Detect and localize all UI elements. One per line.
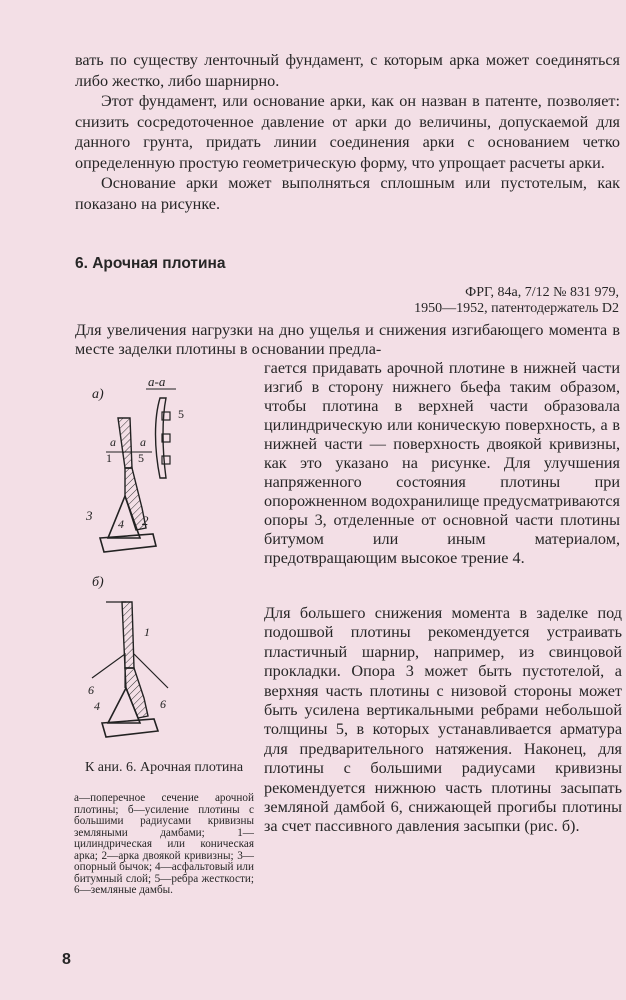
intro-paragraph-2: Этот фундамент, или основание арки, как он назван в патенте, позволяет: снизить сосредоточенное давление от арки до величины, допускаемой для данного грунта, придать линии соединения арки с основанием четко определенную простую геометрическую форму, что упрощает расчеты арки. xyxy=(75,92,620,172)
number-5-section: 5 xyxy=(178,407,184,421)
base-b xyxy=(102,719,158,737)
page-number: 8 xyxy=(62,951,71,968)
body-lead-text: Для увеличения нагрузки на дно ущелья и снижения изгибающего момента в месте заделки плотины в основании предла- xyxy=(75,321,620,358)
base-a xyxy=(100,534,156,552)
figure-label-b: б) xyxy=(92,575,104,590)
number-6-b-left: 6 xyxy=(88,683,94,697)
body-paragraph-2: Для большего снижения момента в заделке под подошвой плотины рекомендуется устраивать пластичный шарнир, например, из свинцовой прокладки. Опора 3 может быть пустотелой, а верхняя часть плотины с низовой стороны может быть усилена вертикальными ребрами небольшой толщины 5, в которых устанавливается арматура для предварительного натяжения. Наконец, для плотины с большими радиусами кривизны рекомендуется нижнюю часть плотины засыпать земляной дамбой 6, снижающей прогибы плотины за счет пассивного давления засыпки (рис. б). xyxy=(264,604,622,836)
rib-section xyxy=(156,398,167,478)
number-5-a: 5 xyxy=(138,451,144,465)
patent-line-1: ФРГ, 84а, 7/12 № 831 979, xyxy=(465,285,619,300)
body-side-paragraph: гается придавать арочной плотине в нижней части изгиб в сторону нижнего бьефа таким образом, чтобы плотина в верхней части образовала цилиндрическую или коническую поверхность, а в нижней части — поверхность двоякой кривизны, как это указано на рисунке. Для улучшения напряженного состояния плотины при опорожненном водохранилище предусматриваются опоры 3, отделенные от основной части плотины битумом или иным материалом, предотвращающим высокое трение 4. xyxy=(264,359,620,567)
section-heading: 6. Арочная плотина xyxy=(75,255,226,272)
section-label-aa: а-а xyxy=(148,378,166,389)
intro-paragraph-1: вать по существу ленточный фундамент, с которым арка может соединяться либо жестко, либо шарнирно. xyxy=(75,51,620,90)
number-6-b-right: 6 xyxy=(160,697,166,711)
dam-diagram xyxy=(78,378,258,758)
dam-a-upper xyxy=(118,418,132,468)
number-1-a: 1 xyxy=(106,451,112,465)
number-4-b: 4 xyxy=(94,699,100,713)
figure-caption-title: К ани. 6. Арочная плотина xyxy=(84,760,244,775)
mark-a-left: а xyxy=(110,435,116,449)
intro-paragraph-3: Основание арки может выполняться сплошным или пустотелым, как показано на рисунке. xyxy=(75,174,620,213)
patent-reference xyxy=(414,285,619,317)
patent-line-2: 1950—1952, патентодержатель D2 xyxy=(414,301,619,316)
number-1-b: 1 xyxy=(144,625,150,639)
dam-b-upper xyxy=(122,602,134,668)
intro-text xyxy=(75,50,620,214)
number-2-a: 2 xyxy=(142,513,149,528)
figure-label-a: а) xyxy=(92,387,104,402)
figure-caption-text: а—поперечное сечение арочной плотины; б—усиление плотины с большими радиусами кривизны земляными дамбами; 1—цилиндрическая или коническая арка; 2—арка двоякой кривизны; 3—опорный бычок; 4—асфальтовый или битумный слой; 5—ребра жесткости; 6—земляные дамбы. xyxy=(74,792,254,896)
number-3-a: 3 xyxy=(86,508,93,523)
mark-a-right: а xyxy=(140,435,146,449)
number-4-a: 4 xyxy=(118,517,124,531)
body-lead-paragraph xyxy=(75,321,620,359)
